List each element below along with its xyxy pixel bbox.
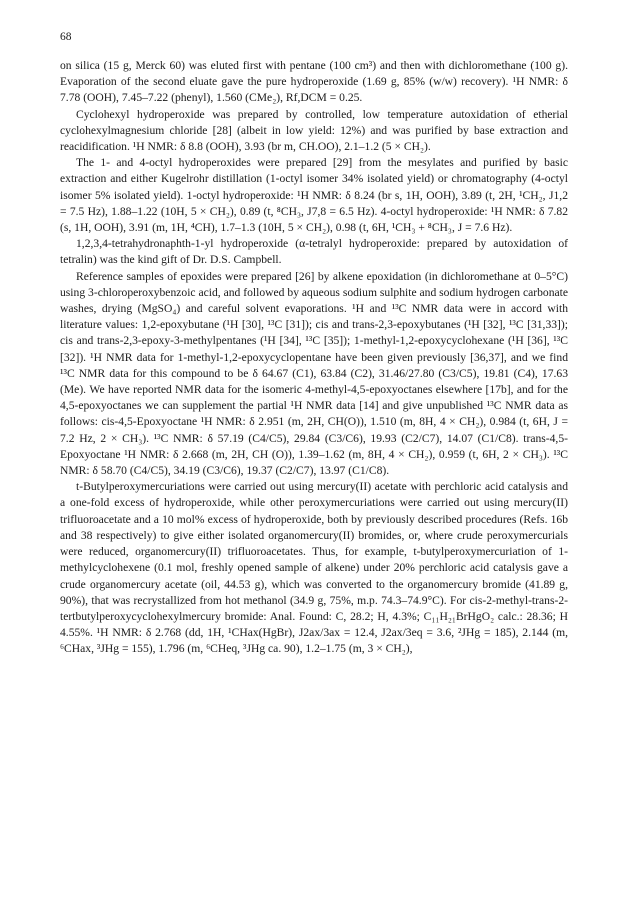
paragraph-cyclohexyl-hydroperoxide: Cyclohexyl hydroperoxide was prepared by controlled, low temperature autoxidation of etherial cyclohexylmagnesium chloride [28] (albeit in low yield: 12%) and was purified by base extraction and reacidification. ¹H NMR: δ 8.8 (OOH), 3.93 (br m, CH.OO), 2.1–1.2 (5 × CH₂). bbox=[60, 107, 568, 154]
paragraph-tetralyl-hydroperoxide: 1,2,3,4-tetrahydronaphth-1-yl hydroperoxide (α-tetralyl hydroperoxide: prepared by autoxidation of tetralin) was the kind gift of Dr. D.S. Campbell. bbox=[60, 237, 568, 267]
paragraph-peroxymercuriations: t-Butylperoxymercuriations were carried out using mercury(II) acetate with perchloric acid catalysis and a one-fold excess of hydroperoxide, while other peroxymercuriations were carried out using mercury(II) trifluoroacetate and a 10 mol% excess of hydroperoxide, both by previously described procedures (Refs. 16b and 38 respectively) to give either isolated organomercury(II) bromides, or, where crude peroxymercurials were reduced, organomercury(II) trifluoroacetates. Thus, for example, t-butylperoxymercuriation of 1-methylcyclohexene (0.1 mol, freshly opened sample of alkene) under 20% perchloric acid catalysis gave a crude organomercury acetate (oil, 44.53 g), which was converted to the organomercury bromide (41.89 g, 90%), that was recrystallized from hot methanol (34.9 g, 75%, m.p. 74.3–74.9°C). For cis-2-methyl-trans-2-tertbutylperoxycyclohexylmercury bromide: Anal. Found: C, 28.2; H, 4.3%; C₁₁H₂₁BrHgO₂ calc.: 28.36; H 4.55%. ¹H NMR: δ 2.768 (dd, 1H, ¹CHax(HgBr), J2ax/3ax = 12.4, J2ax/3eq = 3.6, ²JHg = 185), 2.144 (m, ⁶CHax, ³JHg = 155), 1.796 (m, ⁶CHeq, ³JHg ca. 90), 1.2–1.75 (m, 3 × CH₂), bbox=[60, 480, 568, 656]
paragraph-reference-epoxides: Reference samples of epoxides were prepared [26] by alkene epoxidation (in dichloromethane at 0–5°C) using 3-chloroperoxybenzoic acid, and followed by aqueous sodium sulphite and sodium hydrogen carbonate washes, drying (MgSO₄) and careful solvent evaporations. ¹H and ¹³C NMR data were in accord with literature values: 1,2-epoxybutane (¹H [30], ¹³C [31]); cis and trans-2,3-epoxybutanes (¹H [32], ¹³C [31,33]); cis and trans-2,3-epoxy-3-methylpentanes (¹H [34], ¹³C [35]); 1-methyl-1,2-epoxycyclohexane (¹H [36], ¹³C [32]). ¹H NMR data for 1-methyl-1,2-epoxycyclopentane have been given previously [36,37], and we find ¹³C NMR data for this compound to be δ 64.67 (C1), 63.84 (C2), 31.46/27.80 (C3/C5), 19.81 (C4), 17.63 (Me). We have reported NMR data for the isomeric 4-methyl-4,5-epoxyoctanes elsewhere [17b], and for the 4,5-epoxyoctanes we can supplement the partial ¹H NMR data [14] and give unpublished ¹³C NMR data as follows: cis-4,5-Epoxyoctane ¹H NMR: δ 2.951 (m, 2H, CH(O)), 1.510 (m, 8H, 4 × CH₂), 0.984 (t, 6H, J = 7.2 Hz, 2 × CH₃). ¹³C NMR: δ 57.19 (C4/C5), 29.84 (C3/C6), 19.93 (C2/C7), 14.07 (C1/C8). trans-4,5-Epoxyoctane ¹H NMR: δ 2.668 (m, 2H, CH (O)), 1.39–1.62 (m, 8H, 4 × CH₂), 0.959 (t, 6H, 2 × CH₃). ¹³C NMR: δ 58.70 (C4/C5), 34.19 (C3/C6), 19.37 (C2/C7), 13.97 (C1/C8). bbox=[60, 269, 568, 478]
paragraph-hydroperoxide-purification: on silica (15 g, Merck 60) was eluted first with pentane (100 cm³) and then with dichloromethane (100 g). Evaporation of the second eluate gave the pure hydroperoxide (1.69 g, 85% (w/w) recovery). ¹H NMR: δ 7.78 (OOH), 7.45–7.22 (phenyl), 1.560 (CMe₂), Rf,DCM = 0.25. bbox=[60, 59, 568, 105]
document-page bbox=[60, 30, 568, 658]
page-number: 68 bbox=[60, 31, 72, 43]
paragraph-octyl-hydroperoxides: The 1- and 4-octyl hydroperoxides were prepared [29] from the mesylates and purified by basic extraction and either Kugelrohr distillation (1-octyl isomer 34% isolated yield) or chromatography (4-octyl isomer 5% isolated yield). 1-octyl hydroperoxide: ¹H NMR: δ 8.24 (br s, 1H, OOH), 3.89 (t, 2H, ¹CH₂, J1,2 = 7.5 Hz), 1.88–1.22 (10H, 5 × CH₂), 0.89 (t, ⁸CH₃, J7,8 = 6.5 Hz). 4-octyl hydroperoxide: ¹H NMR: δ 7.82 (s, 1H, OOH), 3.91 (m, 1H, ⁴CH), 1.7–1.3 (10H, 5 × CH₂), 0.98 (t, 6H, ¹CH₃ + ⁸CH₃, J = 7.6 Hz). bbox=[60, 156, 568, 235]
